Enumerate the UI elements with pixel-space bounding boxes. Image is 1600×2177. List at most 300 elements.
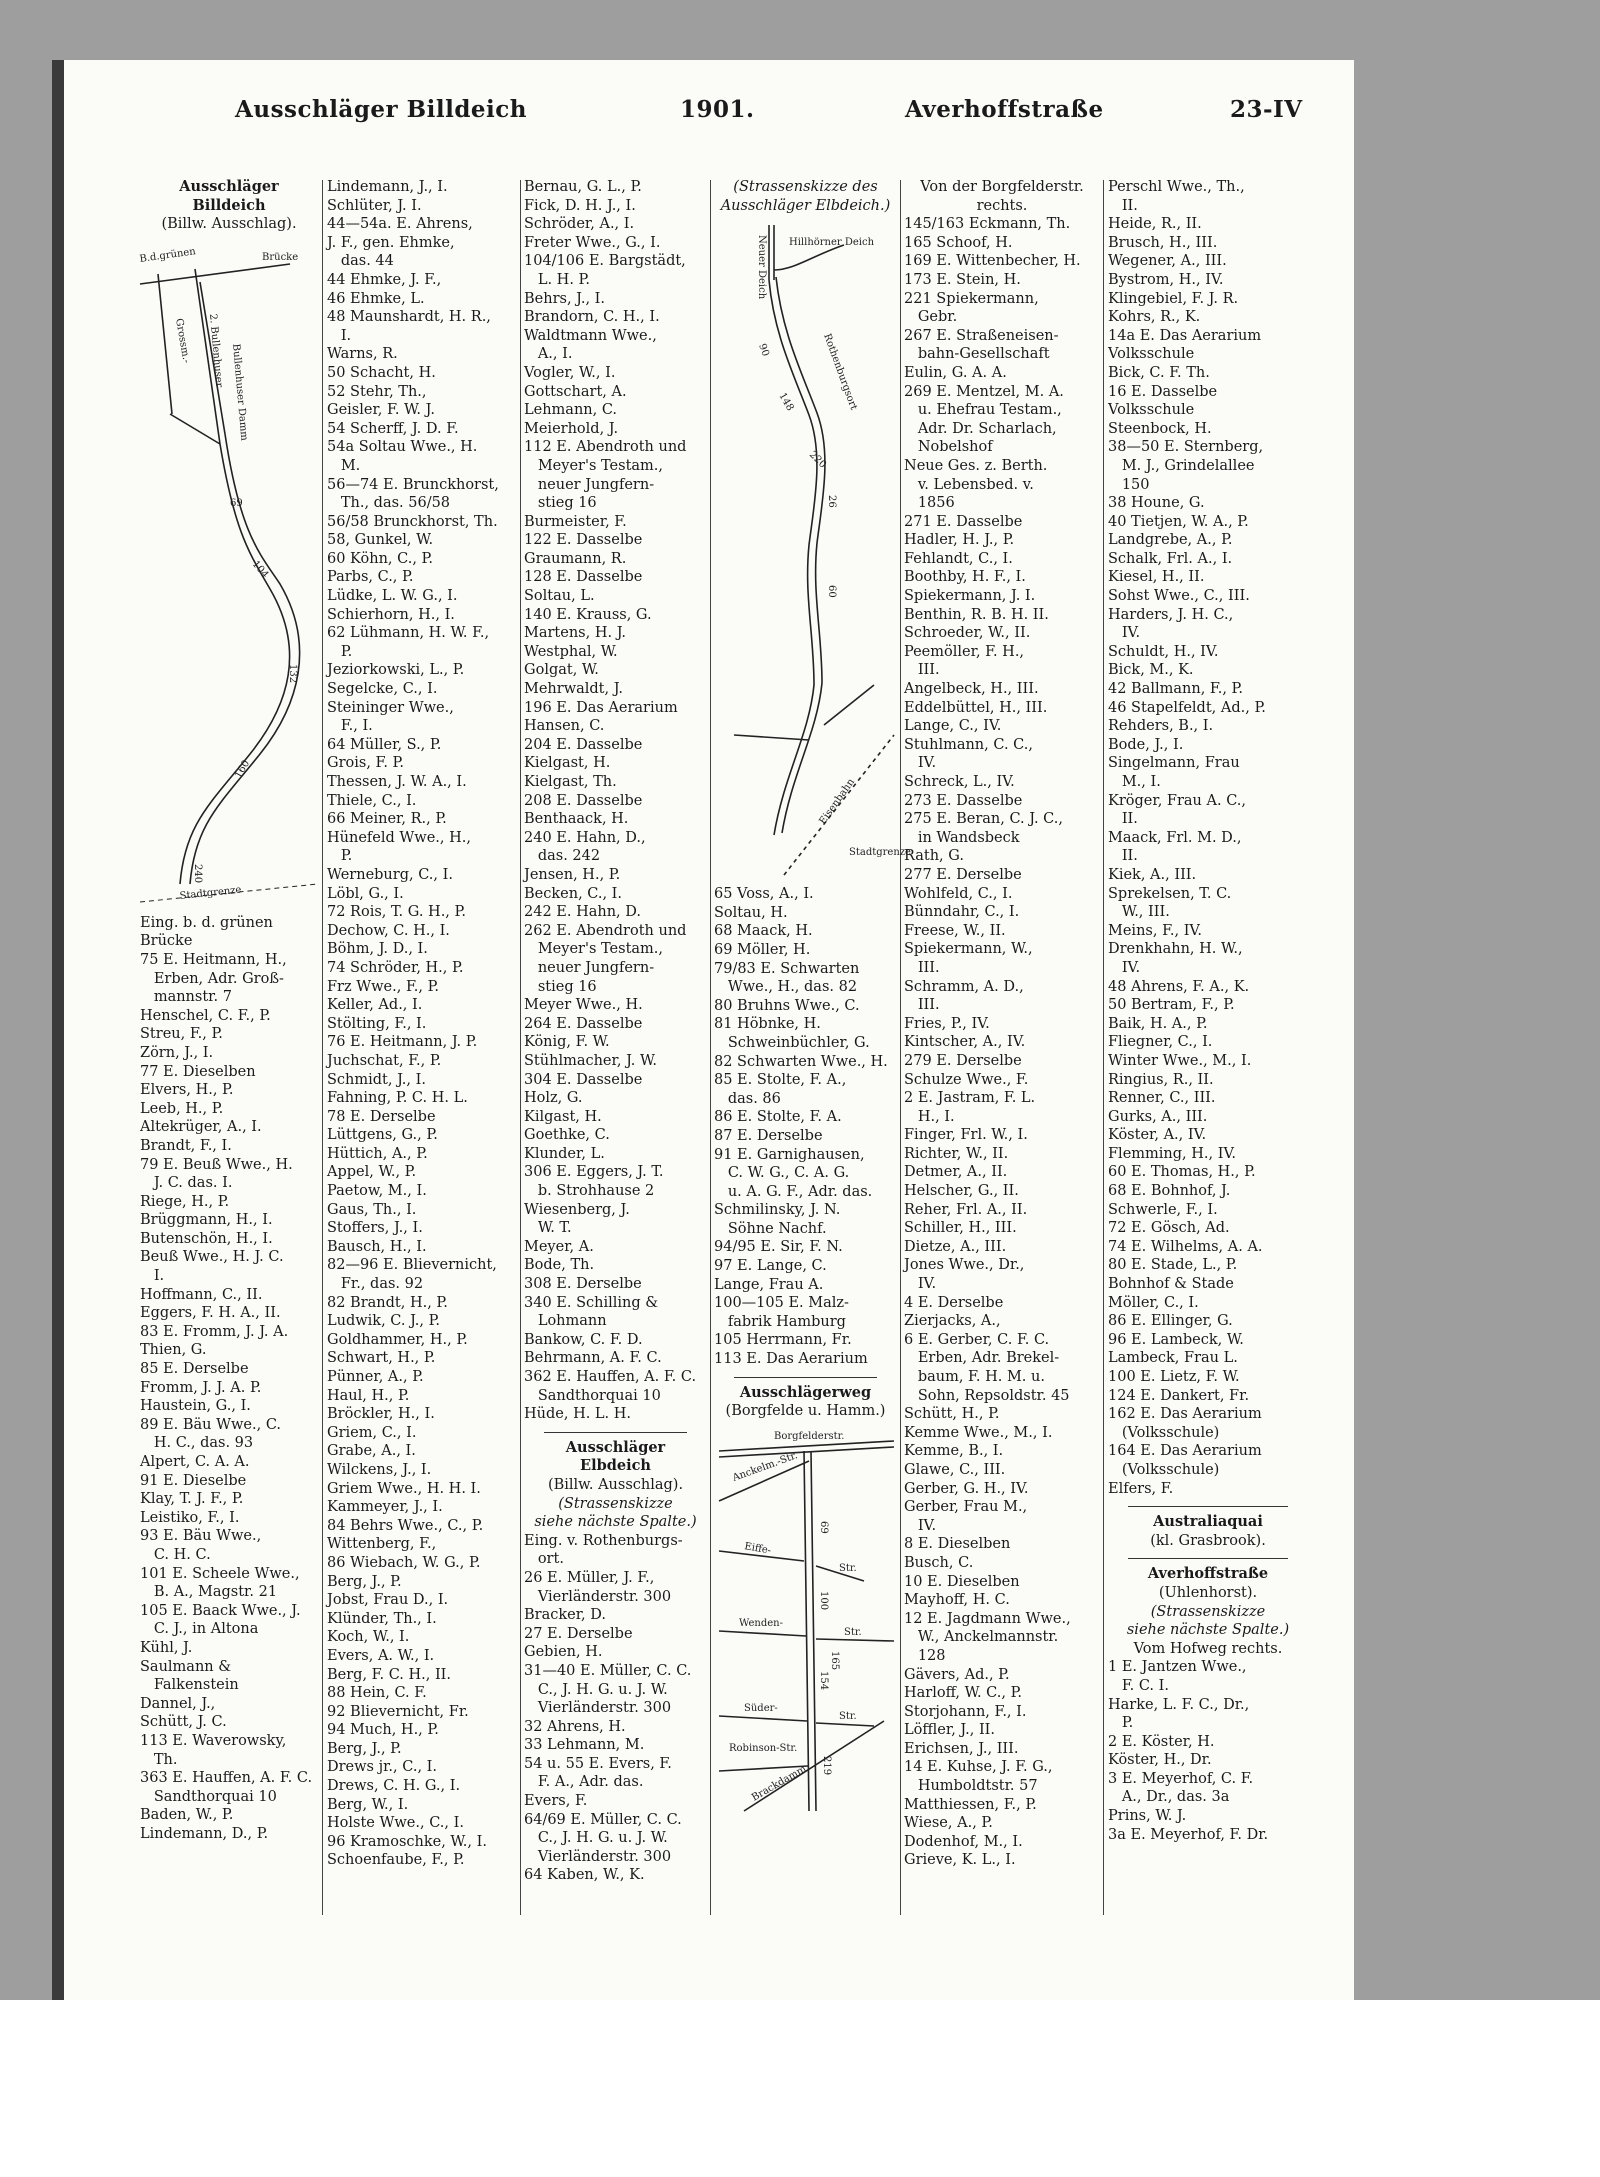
directory-entry: 69 Möller, H. bbox=[714, 941, 811, 958]
directory-entry: Brandorn, C. H., I. bbox=[524, 309, 660, 326]
directory-entry: 267 E. Straßeneisen- bbox=[904, 327, 1059, 344]
directory-entry: 242 E. Hahn, D. bbox=[524, 904, 641, 921]
map-label: 60 bbox=[826, 585, 837, 598]
directory-entry: 1856 bbox=[904, 495, 955, 512]
directory-entry: (Volksschule) bbox=[1108, 1424, 1220, 1441]
directory-entry: Brusch, H., III. bbox=[1108, 234, 1218, 251]
directory-entry: 68 Maack, H. bbox=[714, 923, 813, 940]
directory-entry: Bünndahr, C., I. bbox=[904, 904, 1020, 921]
directory-entry: Gebr. bbox=[904, 309, 958, 326]
map-label: 165 bbox=[829, 1650, 840, 1670]
book-spine-edge bbox=[52, 60, 64, 2000]
directory-entry: Haul, H., P. bbox=[327, 1387, 410, 1404]
directory-entry: Steenbock, H. bbox=[1108, 420, 1212, 437]
directory-entry: Brandt, F., I. bbox=[140, 1137, 232, 1154]
directory-entry: 85 E. Derselbe bbox=[140, 1361, 249, 1378]
directory-entry: Kemme, B., I. bbox=[904, 1443, 1004, 1460]
directory-entry: 66 Meiner, R., P. bbox=[327, 811, 447, 828]
map-label: Stadtgrenze bbox=[179, 884, 242, 902]
directory-entry: Westphal, W. bbox=[524, 643, 618, 660]
directory-entry: 50 Bertram, F., P. bbox=[1108, 997, 1235, 1014]
directory-entry: Fahning, P. C. H. L. bbox=[327, 1090, 468, 1107]
directory-entry: Hoffmann, C., II. bbox=[140, 1286, 263, 1303]
directory-entry: 48 Maunshardt, H. R., bbox=[327, 309, 491, 326]
directory-entry: Hünefeld Wwe., H., bbox=[327, 829, 471, 846]
directory-entry: 273 E. Dasselbe bbox=[904, 792, 1023, 809]
directory-entry: 363 E. Hauffen, A. F. C. bbox=[140, 1770, 313, 1787]
directory-entry: Vierländerstr. 300 bbox=[524, 1700, 672, 1717]
directory-entry: 64/69 E. Müller, C. C. bbox=[524, 1811, 682, 1828]
directory-entry: 94 Much, H., P. bbox=[327, 1722, 439, 1739]
directory-entry: Vogler, W., I. bbox=[524, 364, 616, 381]
directory-entry: Kiek, A., III. bbox=[1108, 866, 1197, 883]
directory-entry: Frz Wwe., F., P. bbox=[327, 978, 440, 995]
directory-entry: bahn-Gesellschaft bbox=[904, 346, 1050, 363]
directory-entry: Stoffers, J., I. bbox=[327, 1220, 423, 1237]
directory-entry: Schwart, H., P. bbox=[327, 1350, 436, 1367]
map-label: Stadtgrenze bbox=[849, 847, 911, 859]
directory-entry: (Volksschule) bbox=[1108, 1461, 1220, 1478]
directory-entry: IV. bbox=[1108, 959, 1141, 976]
directory-entry: Freter Wwe., G., I. bbox=[524, 234, 661, 251]
directory-entry: Geisler, F. W. J. bbox=[327, 402, 435, 419]
directory-entry: 240 E. Hahn, D., bbox=[524, 829, 646, 846]
directory-entry: 38 Houne, G. bbox=[1108, 495, 1205, 512]
header-left-street: Ausschläger Billdeich bbox=[235, 96, 528, 123]
directory-entry: 72 E. Gösch, Ad. bbox=[1108, 1220, 1230, 1237]
directory-entry: Drews, C. H. G., I. bbox=[327, 1778, 461, 1795]
column-heading: rechts. bbox=[976, 197, 1028, 214]
directory-entry: M., I. bbox=[1108, 774, 1161, 790]
directory-entry: 269 E. Mentzel, M. A. bbox=[904, 383, 1064, 400]
directory-entry: Sohst Wwe., C., III. bbox=[1108, 588, 1250, 605]
directory-entry: 105 Herrmann, Fr. bbox=[714, 1332, 852, 1349]
directory-entry: III. bbox=[904, 997, 940, 1014]
directory-entry: IV. bbox=[904, 1276, 937, 1293]
directory-entry: III. bbox=[904, 662, 940, 679]
directory-entry: Volksschule bbox=[1108, 402, 1195, 419]
directory-entry: 113 E. Das Aerarium bbox=[714, 1351, 868, 1368]
map-label: Bullenhuser Damm bbox=[230, 343, 250, 442]
directory-entry: I. bbox=[327, 327, 352, 344]
directory-entry: Wilckens, J., I. bbox=[327, 1461, 432, 1478]
directory-entry: Vierländerstr. 300 bbox=[524, 1848, 672, 1865]
directory-entry: Schmilinsky, J. N. bbox=[714, 1202, 841, 1219]
directory-entry: 75 E. Heitmann, H., bbox=[140, 951, 287, 968]
directory-entry: Schwerle, F., I. bbox=[1108, 1201, 1218, 1218]
directory-entry: 27 E. Derselbe bbox=[524, 1625, 633, 1642]
directory-entry: 128 E. Dasselbe bbox=[524, 569, 643, 586]
directory-entry: 100—105 E. Malz- bbox=[714, 1295, 849, 1312]
column-divider bbox=[900, 180, 901, 1915]
directory-entry: Vierländerstr. 300 bbox=[524, 1588, 672, 1605]
map-label: 2. Bullenhuser bbox=[207, 313, 225, 388]
directory-entry: P. bbox=[327, 848, 353, 865]
directory-entry: 52 Stehr, Th., bbox=[327, 383, 427, 400]
section-title: Elbdeich bbox=[580, 1457, 651, 1475]
directory-entry: Riege, H., P. bbox=[140, 1193, 230, 1210]
directory-entry: mannstr. 7 bbox=[140, 989, 232, 1006]
map-label: Hillhörner Deich bbox=[789, 237, 875, 249]
directory-entry: Kielgast, Th. bbox=[524, 774, 617, 790]
directory-entry: 14a E. Das Aerarium bbox=[1108, 327, 1262, 344]
directory-entry: Adr. Dr. Scharlach, bbox=[904, 420, 1057, 437]
directory-entry: Burmeister, F. bbox=[524, 513, 627, 530]
directory-entry: Baden, W., P. bbox=[140, 1807, 234, 1824]
directory-entry: W., III. bbox=[1108, 904, 1170, 921]
directory-entry: 4 E. Derselbe bbox=[904, 1294, 1004, 1311]
directory-entry: C., J. H. G. u. J. W. bbox=[524, 1681, 668, 1698]
directory-entry: Eggers, F. H. A., II. bbox=[140, 1305, 281, 1322]
directory-entry: Th. bbox=[140, 1751, 178, 1768]
directory-entry: Becken, C., I. bbox=[524, 885, 623, 902]
directory-entry: Schoenfaube, F., P. bbox=[327, 1852, 465, 1869]
directory-entry: Spiekermann, J. I. bbox=[904, 588, 1036, 605]
directory-entry: 128 bbox=[904, 1647, 946, 1664]
map-label: 90 bbox=[756, 342, 771, 359]
directory-entry: Wohlfeld, C., I. bbox=[904, 885, 1013, 902]
map-label: Robinson-Str. bbox=[729, 1742, 798, 1754]
directory-entry: v. Lebensbed. v. bbox=[904, 476, 1034, 493]
directory-entry: 306 E. Eggers, J. T. bbox=[524, 1164, 664, 1181]
section-subtitle: (Billw. Ausschlag). bbox=[547, 1476, 684, 1493]
directory-entry: 204 E. Dasselbe bbox=[524, 736, 643, 753]
column-3 bbox=[524, 178, 707, 1918]
directory-entry: II. bbox=[1108, 811, 1138, 828]
directory-entry: Eing. v. Rothenburgs- bbox=[524, 1532, 683, 1549]
map-label: 220 bbox=[806, 449, 829, 471]
map-label: B.d.grünen bbox=[138, 245, 197, 265]
map-label: 132 bbox=[287, 663, 298, 683]
directory-entry: 32 Ahrens, H. bbox=[524, 1718, 626, 1735]
directory-entry: Harke, L. F. C., Dr., bbox=[1108, 1696, 1250, 1713]
directory-entry: Lambeck, Frau L. bbox=[1108, 1350, 1238, 1367]
directory-entry: Jeziorkowski, L., P. bbox=[327, 662, 465, 679]
directory-entry: Saulmann & bbox=[140, 1658, 232, 1675]
directory-entry: Thien, G. bbox=[140, 1342, 207, 1359]
directory-entry: das. 44 bbox=[327, 253, 394, 270]
directory-entry: Steininger Wwe., bbox=[327, 699, 454, 716]
directory-entry: Warns, R. bbox=[327, 346, 398, 363]
directory-entry: 122 E. Dasselbe bbox=[524, 532, 643, 549]
directory-entry: Dietze, A., III. bbox=[904, 1238, 1007, 1255]
directory-entry: C. J., in Altona bbox=[140, 1621, 259, 1638]
directory-entry: F. A., Adr. das. bbox=[524, 1774, 644, 1791]
entry-list bbox=[524, 178, 707, 1424]
directory-entry: Winter Wwe., M., I. bbox=[1108, 1052, 1252, 1069]
directory-entry: 42 Ballmann, F., P. bbox=[1108, 681, 1243, 698]
directory-entry: neuer Jungfern- bbox=[524, 476, 655, 493]
section-note: siehe nächste Spalte.) bbox=[1126, 1622, 1290, 1639]
entry-list bbox=[1108, 178, 1308, 1498]
directory-entry: Schiller, H., III. bbox=[904, 1220, 1017, 1237]
directory-entry: Angelbeck, H., III. bbox=[904, 681, 1039, 698]
directory-entry: 14 E. Kuhse, J. F. G., bbox=[904, 1759, 1053, 1776]
entry-list bbox=[1108, 1658, 1308, 1844]
directory-entry: 164 E. Das Aerarium bbox=[1108, 1443, 1262, 1460]
directory-entry: III. bbox=[904, 959, 940, 976]
directory-entry: Evers, F. bbox=[524, 1793, 588, 1810]
directory-entry: Lindemann, J., I. bbox=[327, 179, 448, 195]
directory-entry: Juchschat, F., P. bbox=[327, 1052, 442, 1069]
directory-entry: Renner, C., III. bbox=[1108, 1090, 1216, 1107]
directory-entry: L. H. P. bbox=[524, 271, 590, 288]
section-title: Ausschläger bbox=[565, 1438, 666, 1456]
directory-entry: 165 Schoof, H. bbox=[904, 234, 1013, 251]
directory-entry: Meyer Wwe., H. bbox=[524, 997, 643, 1014]
map-label: 148 bbox=[776, 391, 796, 414]
directory-entry: b. Strohhause 2 bbox=[524, 1183, 655, 1200]
section-divider bbox=[1128, 1506, 1288, 1507]
directory-entry: Behrs, J., I. bbox=[524, 290, 606, 307]
directory-entry: Evers, A. W., I. bbox=[327, 1647, 435, 1664]
column-4 bbox=[714, 178, 911, 1918]
directory-entry: 16 E. Dasselbe bbox=[1108, 383, 1218, 400]
directory-entry: u. Ehefrau Testam., bbox=[904, 402, 1062, 419]
directory-entry: 64 Müller, S., P. bbox=[327, 736, 442, 753]
section-title: Ausschläger bbox=[179, 178, 279, 195]
directory-entry: Wiese, A., P. bbox=[904, 1815, 993, 1832]
directory-entry: Berg, J., P. bbox=[327, 1740, 402, 1757]
directory-entry: 72 Rois, T. G. H., P. bbox=[327, 904, 466, 921]
directory-entry: Matthiessen, F., P. bbox=[904, 1796, 1037, 1813]
directory-entry: Storjohann, F., I. bbox=[904, 1703, 1027, 1720]
directory-entry: ort. bbox=[524, 1551, 564, 1568]
directory-entry: 91 E. Dieselbe bbox=[140, 1472, 247, 1489]
directory-entry: 279 E. Derselbe bbox=[904, 1052, 1022, 1069]
directory-entry: 80 E. Stade, L., P. bbox=[1108, 1257, 1238, 1274]
column-5 bbox=[904, 178, 1100, 1918]
directory-entry: 48 Ahrens, F. A., K. bbox=[1108, 978, 1250, 995]
directory-entry: W. T. bbox=[524, 1220, 572, 1237]
directory-entry: Gebien, H. bbox=[524, 1644, 603, 1661]
section-title: Averhoffstraße bbox=[1147, 1565, 1269, 1583]
section-subtitle: (Billw. Ausschlag). bbox=[161, 216, 297, 233]
map-label: 69 bbox=[230, 497, 243, 509]
directory-entry: Kohrs, R., K. bbox=[1108, 309, 1201, 326]
directory-entry: 82 Schwarten Wwe., H. bbox=[714, 1053, 888, 1070]
column-1 bbox=[140, 178, 318, 1918]
section-divider bbox=[544, 1432, 687, 1433]
directory-entry: Prins, W. J. bbox=[1108, 1808, 1187, 1825]
entry-list bbox=[714, 885, 897, 1368]
directory-entry: Stölting, F., I. bbox=[327, 1015, 427, 1032]
directory-entry: Humboldtstr. 57 bbox=[904, 1778, 1038, 1795]
directory-entry: Bausch, H., I. bbox=[327, 1238, 427, 1255]
column-6 bbox=[1108, 178, 1308, 1918]
directory-entry: Paetow, M., I. bbox=[327, 1183, 427, 1200]
directory-entry: II. bbox=[1108, 848, 1138, 865]
directory-entry: 26 E. Müller, J. F., bbox=[524, 1569, 655, 1586]
map-label: 100 bbox=[818, 1590, 829, 1610]
map-label: Brackdamm bbox=[750, 1763, 809, 1804]
directory-entry: 97 E. Lange, C. bbox=[714, 1258, 827, 1275]
directory-entry: Busch, C. bbox=[904, 1554, 974, 1571]
directory-entry: 104/106 E. Bargstädt, bbox=[524, 253, 686, 270]
directory-entry: IV. bbox=[904, 1517, 937, 1534]
directory-entry: Eulin, G. A. A. bbox=[904, 364, 1007, 381]
directory-entry: Soltau, H. bbox=[714, 904, 788, 921]
directory-entry: fabrik Hamburg bbox=[714, 1313, 846, 1330]
directory-entry: 64 Kaben, W., K. bbox=[524, 1867, 645, 1884]
directory-entry: 262 E. Abendroth und bbox=[524, 922, 687, 939]
directory-entry: Bick, C. F. Th. bbox=[1108, 364, 1210, 381]
directory-entry: 271 E. Dasselbe bbox=[904, 513, 1023, 530]
directory-entry: 65 Voss, A., I. bbox=[714, 886, 814, 903]
directory-entry: 362 E. Hauffen, A. F. C. bbox=[524, 1369, 697, 1385]
directory-entry: Parbs, C., P. bbox=[327, 569, 414, 586]
directory-entry: Dodenhof, M., I. bbox=[904, 1833, 1023, 1850]
directory-entry: Brücke bbox=[140, 933, 193, 950]
directory-entry: Grois, F. P. bbox=[327, 755, 404, 772]
directory-entry: Finger, Frl. W., I. bbox=[904, 1127, 1028, 1144]
directory-entry: 81 Höbnke, H. bbox=[714, 1016, 821, 1033]
directory-entry: 113 E. Waverowsky, bbox=[140, 1732, 287, 1749]
directory-entry: Jones Wwe., Dr., bbox=[904, 1257, 1025, 1274]
directory-entry: Berg, W., I. bbox=[327, 1796, 409, 1813]
directory-entry: 96 E. Lambeck, W. bbox=[1108, 1331, 1244, 1348]
directory-entry: stieg 16 bbox=[524, 495, 597, 512]
directory-entry: Meins, F., IV. bbox=[1108, 922, 1202, 939]
map-label: 69 bbox=[818, 1520, 829, 1534]
directory-entry: I. bbox=[140, 1268, 165, 1285]
directory-entry: Reher, Frl. A., II. bbox=[904, 1201, 1028, 1218]
directory-entry: Thiele, C., I. bbox=[327, 792, 417, 809]
directory-entry: Glawe, C., III. bbox=[904, 1461, 1006, 1478]
map-label: 26 bbox=[826, 495, 837, 508]
directory-entry: Fromm, J. J. A. P. bbox=[140, 1379, 262, 1396]
section-note: (Strassenskizze bbox=[1150, 1603, 1266, 1620]
directory-entry: 85 E. Stolte, F. A., bbox=[714, 1072, 847, 1089]
map-label: Süder- bbox=[744, 1702, 778, 1714]
section-divider bbox=[734, 1377, 877, 1378]
directory-entry: C. H. C. bbox=[140, 1546, 211, 1563]
directory-entry: Kammeyer, J., I. bbox=[327, 1499, 443, 1516]
map-label: Borgfelderstr. bbox=[774, 1430, 845, 1442]
directory-entry: Gävers, Ad., P. bbox=[904, 1666, 1010, 1683]
directory-entry: Fries, P., IV. bbox=[904, 1015, 990, 1032]
directory-entry: IV. bbox=[904, 755, 937, 772]
directory-entry: 58, Gunkel, W. bbox=[327, 532, 434, 549]
section-note: (Strassenskizze bbox=[558, 1495, 673, 1512]
directory-entry: Böhm, J. D., I. bbox=[327, 941, 428, 958]
column-divider bbox=[520, 180, 521, 1915]
directory-entry: Hüde, H. L. H. bbox=[524, 1406, 632, 1423]
directory-entry: 54a Soltau Wwe., H. bbox=[327, 439, 478, 456]
directory-entry: 82 Brandt, H., P. bbox=[327, 1294, 448, 1311]
directory-entry: 88 Hein, C. F. bbox=[327, 1685, 427, 1702]
directory-entry: Elvers, H., P. bbox=[140, 1082, 234, 1099]
directory-entry: Richter, W., II. bbox=[904, 1145, 1009, 1162]
directory-entry: Rehders, B., I. bbox=[1108, 718, 1214, 735]
directory-entry: Schalk, Frl. A., I. bbox=[1108, 550, 1233, 567]
directory-entry: Lange, C., IV. bbox=[904, 718, 1002, 735]
directory-entry: Holz, G. bbox=[524, 1090, 583, 1107]
directory-entry: 83 E. Fromm, J. J. A. bbox=[140, 1323, 289, 1340]
directory-entry: Mayhoff, H. C. bbox=[904, 1592, 1010, 1609]
section-title: Ausschlägerweg bbox=[739, 1383, 872, 1401]
directory-entry: Erichsen, J., III. bbox=[904, 1740, 1019, 1757]
map-label: 104 bbox=[249, 558, 271, 581]
directory-entry: Bystrom, H., IV. bbox=[1108, 271, 1224, 288]
directory-entry: B. A., Magstr. 21 bbox=[140, 1584, 278, 1601]
directory-entry: Volksschule bbox=[1108, 346, 1195, 363]
directory-entry: Stuhlmann, C. C., bbox=[904, 736, 1033, 753]
directory-entry: Soltau, L. bbox=[524, 588, 595, 605]
directory-entry: Bohnhof & Stade bbox=[1108, 1276, 1234, 1293]
directory-entry: Hansen, C. bbox=[524, 718, 605, 735]
directory-entry: Sandthorquai 10 bbox=[140, 1788, 277, 1805]
directory-entry: 77 E. Dieselben bbox=[140, 1063, 256, 1080]
directory-entry: 87 E. Derselbe bbox=[714, 1127, 823, 1144]
directory-entry: 56/58 Brunckhorst, Th. bbox=[327, 513, 498, 530]
directory-entry: Löffler, J., II. bbox=[904, 1722, 996, 1739]
directory-entry: Flemming, H., IV. bbox=[1108, 1145, 1237, 1162]
directory-entry: Werneburg, C., I. bbox=[327, 866, 453, 883]
directory-entry: Stühlmacher, J. W. bbox=[524, 1052, 657, 1069]
directory-entry: 92 Blievernicht, Fr. bbox=[327, 1703, 469, 1720]
directory-entry: Fliegner, C., I. bbox=[1108, 1034, 1213, 1051]
directory-entry: 44—54a. E. Ahrens, bbox=[327, 216, 473, 233]
section-subtitle: (Borgfelde u. Hamm.) bbox=[725, 1403, 886, 1420]
directory-entry: 10 E. Dieselben bbox=[904, 1573, 1020, 1590]
directory-entry: Erben, Adr. Brekel- bbox=[904, 1350, 1060, 1367]
directory-entry: Meyer's Testam., bbox=[524, 941, 664, 958]
directory-entry: baum, F. H. M. u. bbox=[904, 1369, 1045, 1385]
directory-entry: Schroeder, W., II. bbox=[904, 625, 1031, 642]
directory-entry: 33 Lehmann, M. bbox=[524, 1737, 645, 1754]
directory-entry: Ludwik, C. J., P. bbox=[327, 1313, 441, 1330]
directory-entry: 74 E. Wilhelms, A. A. bbox=[1108, 1238, 1263, 1255]
directory-entry: Meyer's Testam., bbox=[524, 457, 664, 474]
directory-entry: Streu, F., P. bbox=[140, 1026, 223, 1043]
directory-entry: Singelmann, Frau bbox=[1108, 755, 1240, 772]
directory-entry: C., J. H. G. u. J. W. bbox=[524, 1830, 668, 1847]
directory-entry: Gaus, Th., I. bbox=[327, 1201, 417, 1218]
directory-entry: Bernau, G. L., P. bbox=[524, 179, 642, 195]
directory-entry: Graumann, R. bbox=[524, 550, 627, 567]
directory-entry: Landgrebe, A., P. bbox=[1108, 532, 1233, 549]
directory-entry: Drenkhahn, H. W., bbox=[1108, 941, 1243, 958]
directory-entry: M. J., Grindelallee bbox=[1108, 457, 1255, 474]
directory-entry: Keller, Ad., I. bbox=[327, 997, 423, 1014]
directory-entry: Wwe., H., das. 82 bbox=[714, 979, 858, 996]
directory-entry: Koch, W., I. bbox=[327, 1629, 410, 1646]
directory-entry: neuer Jungfern- bbox=[524, 959, 655, 976]
directory-entry: Lüdke, L. W. G., I. bbox=[327, 588, 458, 605]
directory-entry: Schütt, J. C. bbox=[140, 1714, 227, 1731]
directory-entry: König, F. W. bbox=[524, 1034, 610, 1051]
directory-entry: Maack, Frl. M. D., bbox=[1108, 829, 1242, 846]
directory-entry: Gerber, Frau M., bbox=[904, 1499, 1028, 1516]
directory-entry: Griem Wwe., H. H. I. bbox=[327, 1480, 481, 1497]
map-label: 160 bbox=[233, 758, 253, 781]
column-divider bbox=[1103, 180, 1104, 1915]
directory-entry: W., Anckelmannstr. bbox=[904, 1629, 1059, 1646]
directory-entry: Bankow, C. F. D. bbox=[524, 1331, 643, 1348]
directory-entry: Kintscher, A., IV. bbox=[904, 1034, 1026, 1051]
directory-entry: Elfers, F. bbox=[1108, 1480, 1174, 1497]
directory-entry: Kilgast, H. bbox=[524, 1108, 602, 1125]
directory-entry: 38—50 E. Sternberg, bbox=[1108, 439, 1264, 456]
directory-entry: Baik, H. A., P. bbox=[1108, 1015, 1208, 1032]
directory-entry: Waldtmann Wwe., bbox=[524, 327, 657, 344]
directory-entry: F. C. I. bbox=[1108, 1677, 1169, 1694]
map-label: Str. bbox=[839, 1710, 857, 1722]
directory-entry: Neue Ges. z. Berth. bbox=[904, 457, 1048, 474]
directory-entry: Behrmann, A. F. C. bbox=[524, 1350, 662, 1367]
directory-entry: 173 E. Stein, H. bbox=[904, 271, 1021, 288]
